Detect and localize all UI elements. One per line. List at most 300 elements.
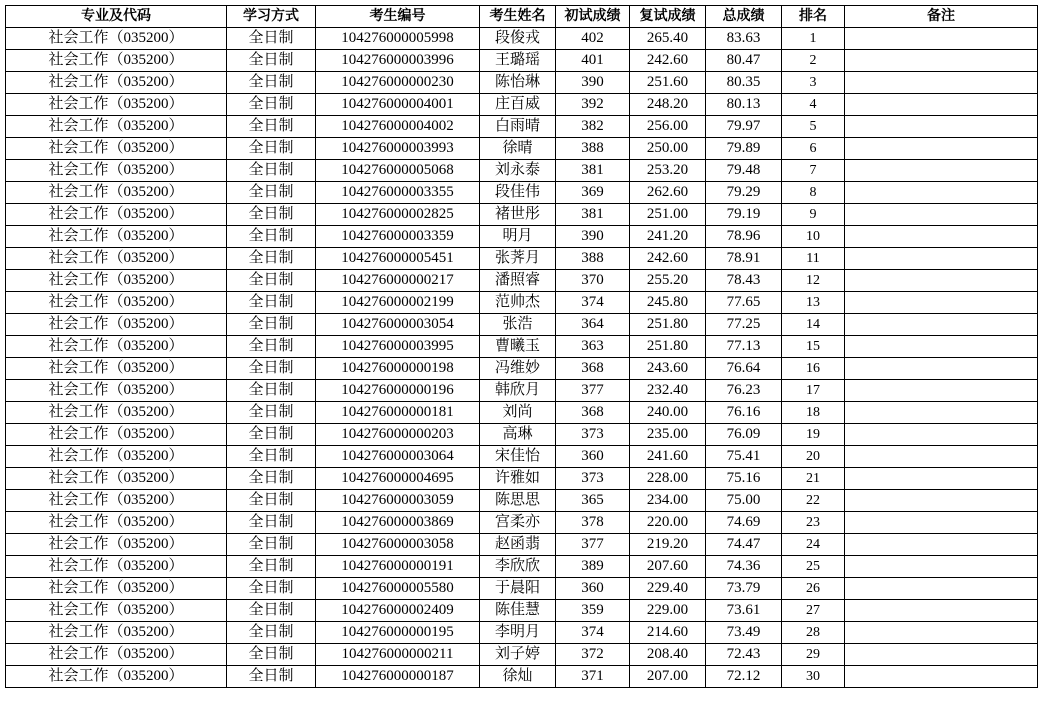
cell-candidate-id: 104276000005998	[316, 28, 480, 50]
cell-note	[845, 402, 1038, 424]
cell-rank: 26	[782, 578, 845, 600]
cell-rank: 27	[782, 600, 845, 622]
cell-major: 社会工作（035200）	[6, 666, 227, 688]
cell-major: 社会工作（035200）	[6, 226, 227, 248]
cell-note	[845, 138, 1038, 160]
cell-candidate-name: 曹曦玉	[480, 336, 556, 358]
cell-retest-score: 234.00	[630, 490, 706, 512]
cell-candidate-name: 潘照睿	[480, 270, 556, 292]
cell-rank: 13	[782, 292, 845, 314]
header-candidate-name: 考生姓名	[480, 6, 556, 28]
table-row	[6, 424, 1038, 446]
cell-major: 社会工作（035200）	[6, 182, 227, 204]
cell-note	[845, 28, 1038, 50]
cell-candidate-name: 陈怡琳	[480, 72, 556, 94]
cell-major: 社会工作（035200）	[6, 424, 227, 446]
cell-total-score: 78.91	[706, 248, 782, 270]
cell-prelim-score: 373	[556, 424, 630, 446]
cell-study-mode: 全日制	[227, 468, 316, 490]
cell-note	[845, 424, 1038, 446]
cell-major: 社会工作（035200）	[6, 336, 227, 358]
cell-total-score: 72.43	[706, 644, 782, 666]
cell-study-mode: 全日制	[227, 446, 316, 468]
cell-candidate-name: 段俊戎	[480, 28, 556, 50]
cell-rank: 1	[782, 28, 845, 50]
table-row	[6, 644, 1038, 666]
cell-note	[845, 578, 1038, 600]
cell-prelim-score: 389	[556, 556, 630, 578]
cell-prelim-score: 377	[556, 534, 630, 556]
cell-note	[845, 644, 1038, 666]
cell-total-score: 73.49	[706, 622, 782, 644]
cell-retest-score: 242.60	[630, 248, 706, 270]
cell-total-score: 76.23	[706, 380, 782, 402]
table-row	[6, 446, 1038, 468]
cell-rank: 24	[782, 534, 845, 556]
cell-major: 社会工作（035200）	[6, 644, 227, 666]
cell-prelim-score: 388	[556, 138, 630, 160]
cell-major: 社会工作（035200）	[6, 248, 227, 270]
cell-candidate-name: 高琳	[480, 424, 556, 446]
cell-total-score: 75.41	[706, 446, 782, 468]
cell-candidate-name: 范帅杰	[480, 292, 556, 314]
cell-note	[845, 270, 1038, 292]
cell-candidate-id: 104276000002409	[316, 600, 480, 622]
cell-retest-score: 243.60	[630, 358, 706, 380]
cell-major: 社会工作（035200）	[6, 160, 227, 182]
cell-study-mode: 全日制	[227, 424, 316, 446]
cell-candidate-id: 104276000004002	[316, 116, 480, 138]
cell-prelim-score: 388	[556, 248, 630, 270]
cell-candidate-id: 104276000003995	[316, 336, 480, 358]
cell-retest-score: 232.40	[630, 380, 706, 402]
cell-prelim-score: 365	[556, 490, 630, 512]
cell-total-score: 73.79	[706, 578, 782, 600]
cell-candidate-id: 104276000000230	[316, 72, 480, 94]
cell-prelim-score: 372	[556, 644, 630, 666]
cell-major: 社会工作（035200）	[6, 402, 227, 424]
cell-total-score: 79.19	[706, 204, 782, 226]
table-row	[6, 622, 1038, 644]
cell-prelim-score: 392	[556, 94, 630, 116]
cell-rank: 29	[782, 644, 845, 666]
cell-retest-score: 207.60	[630, 556, 706, 578]
cell-candidate-id: 104276000000187	[316, 666, 480, 688]
cell-note	[845, 336, 1038, 358]
cell-rank: 8	[782, 182, 845, 204]
cell-study-mode: 全日制	[227, 28, 316, 50]
cell-major: 社会工作（035200）	[6, 292, 227, 314]
results-table	[5, 5, 1038, 688]
cell-study-mode: 全日制	[227, 644, 316, 666]
cell-study-mode: 全日制	[227, 600, 316, 622]
cell-major: 社会工作（035200）	[6, 556, 227, 578]
cell-candidate-id: 104276000002199	[316, 292, 480, 314]
cell-major: 社会工作（035200）	[6, 94, 227, 116]
cell-note	[845, 248, 1038, 270]
cell-rank: 14	[782, 314, 845, 336]
cell-candidate-id: 104276000003996	[316, 50, 480, 72]
cell-rank: 18	[782, 402, 845, 424]
cell-retest-score: 250.00	[630, 138, 706, 160]
cell-candidate-id: 104276000004695	[316, 468, 480, 490]
cell-total-score: 78.96	[706, 226, 782, 248]
cell-candidate-name: 于晨阳	[480, 578, 556, 600]
cell-candidate-id: 104276000004001	[316, 94, 480, 116]
cell-rank: 22	[782, 490, 845, 512]
cell-retest-score: 240.00	[630, 402, 706, 424]
cell-candidate-id: 104276000005451	[316, 248, 480, 270]
cell-candidate-id: 104276000005068	[316, 160, 480, 182]
cell-study-mode: 全日制	[227, 204, 316, 226]
cell-rank: 23	[782, 512, 845, 534]
cell-rank: 3	[782, 72, 845, 94]
cell-candidate-name: 刘尚	[480, 402, 556, 424]
cell-candidate-name: 刘永泰	[480, 160, 556, 182]
cell-retest-score: 251.60	[630, 72, 706, 94]
cell-total-score: 76.09	[706, 424, 782, 446]
table-row	[6, 490, 1038, 512]
cell-retest-score: 229.40	[630, 578, 706, 600]
table-row	[6, 116, 1038, 138]
cell-prelim-score: 360	[556, 578, 630, 600]
cell-study-mode: 全日制	[227, 490, 316, 512]
cell-prelim-score: 401	[556, 50, 630, 72]
cell-prelim-score: 377	[556, 380, 630, 402]
cell-major: 社会工作（035200）	[6, 512, 227, 534]
header-study-mode: 学习方式	[227, 6, 316, 28]
header-row	[6, 6, 1038, 28]
cell-prelim-score: 378	[556, 512, 630, 534]
cell-major: 社会工作（035200）	[6, 138, 227, 160]
cell-candidate-id: 104276000000203	[316, 424, 480, 446]
table-row	[6, 578, 1038, 600]
cell-major: 社会工作（035200）	[6, 270, 227, 292]
cell-retest-score: 256.00	[630, 116, 706, 138]
cell-retest-score: 208.40	[630, 644, 706, 666]
cell-note	[845, 358, 1038, 380]
cell-rank: 16	[782, 358, 845, 380]
table-row	[6, 182, 1038, 204]
cell-total-score: 72.12	[706, 666, 782, 688]
cell-major: 社会工作（035200）	[6, 50, 227, 72]
cell-rank: 19	[782, 424, 845, 446]
cell-rank: 15	[782, 336, 845, 358]
cell-major: 社会工作（035200）	[6, 622, 227, 644]
cell-candidate-id: 104276000000211	[316, 644, 480, 666]
cell-note	[845, 160, 1038, 182]
cell-note	[845, 204, 1038, 226]
cell-rank: 7	[782, 160, 845, 182]
cell-study-mode: 全日制	[227, 556, 316, 578]
cell-total-score: 74.69	[706, 512, 782, 534]
table-row	[6, 248, 1038, 270]
table-row	[6, 94, 1038, 116]
header-rank: 排名	[782, 6, 845, 28]
cell-study-mode: 全日制	[227, 380, 316, 402]
cell-total-score: 76.16	[706, 402, 782, 424]
cell-candidate-name: 韩欣月	[480, 380, 556, 402]
cell-prelim-score: 381	[556, 160, 630, 182]
cell-study-mode: 全日制	[227, 50, 316, 72]
cell-candidate-id: 104276000005580	[316, 578, 480, 600]
table-row	[6, 270, 1038, 292]
cell-prelim-score: 390	[556, 72, 630, 94]
cell-major: 社会工作（035200）	[6, 600, 227, 622]
cell-major: 社会工作（035200）	[6, 314, 227, 336]
table-row	[6, 534, 1038, 556]
cell-note	[845, 622, 1038, 644]
cell-candidate-id: 104276000003359	[316, 226, 480, 248]
cell-rank: 9	[782, 204, 845, 226]
cell-note	[845, 534, 1038, 556]
cell-major: 社会工作（035200）	[6, 358, 227, 380]
cell-total-score: 74.47	[706, 534, 782, 556]
cell-note	[845, 72, 1038, 94]
cell-rank: 17	[782, 380, 845, 402]
cell-major: 社会工作（035200）	[6, 380, 227, 402]
cell-candidate-name: 庄百威	[480, 94, 556, 116]
cell-major: 社会工作（035200）	[6, 204, 227, 226]
cell-major: 社会工作（035200）	[6, 578, 227, 600]
cell-major: 社会工作（035200）	[6, 116, 227, 138]
cell-study-mode: 全日制	[227, 270, 316, 292]
cell-rank: 11	[782, 248, 845, 270]
header-retest-score: 复试成绩	[630, 6, 706, 28]
cell-candidate-name: 张浩	[480, 314, 556, 336]
cell-note	[845, 380, 1038, 402]
cell-candidate-name: 明月	[480, 226, 556, 248]
cell-total-score: 74.36	[706, 556, 782, 578]
cell-candidate-id: 104276000000195	[316, 622, 480, 644]
table-row	[6, 468, 1038, 490]
cell-candidate-name: 褚世彤	[480, 204, 556, 226]
cell-rank: 28	[782, 622, 845, 644]
cell-retest-score: 228.00	[630, 468, 706, 490]
header-major: 专业及代码	[6, 6, 227, 28]
cell-candidate-id: 104276000000217	[316, 270, 480, 292]
cell-note	[845, 50, 1038, 72]
table-row	[6, 292, 1038, 314]
cell-rank: 25	[782, 556, 845, 578]
cell-total-score: 80.47	[706, 50, 782, 72]
cell-total-score: 78.43	[706, 270, 782, 292]
cell-retest-score: 265.40	[630, 28, 706, 50]
cell-retest-score: 241.20	[630, 226, 706, 248]
cell-retest-score: 255.20	[630, 270, 706, 292]
cell-rank: 4	[782, 94, 845, 116]
header-total-score: 总成绩	[706, 6, 782, 28]
table-body	[6, 28, 1038, 688]
cell-retest-score: 262.60	[630, 182, 706, 204]
cell-major: 社会工作（035200）	[6, 28, 227, 50]
cell-study-mode: 全日制	[227, 512, 316, 534]
cell-total-score: 79.48	[706, 160, 782, 182]
cell-total-score: 80.13	[706, 94, 782, 116]
cell-major: 社会工作（035200）	[6, 468, 227, 490]
cell-note	[845, 116, 1038, 138]
cell-study-mode: 全日制	[227, 402, 316, 424]
cell-prelim-score: 360	[556, 446, 630, 468]
cell-rank: 10	[782, 226, 845, 248]
cell-candidate-name: 赵函翡	[480, 534, 556, 556]
cell-candidate-id: 104276000003993	[316, 138, 480, 160]
table-row	[6, 512, 1038, 534]
cell-note	[845, 512, 1038, 534]
header-prelim-score: 初试成绩	[556, 6, 630, 28]
cell-candidate-name: 宋佳怡	[480, 446, 556, 468]
table-row	[6, 204, 1038, 226]
cell-study-mode: 全日制	[227, 94, 316, 116]
table-row	[6, 358, 1038, 380]
cell-note	[845, 94, 1038, 116]
cell-study-mode: 全日制	[227, 666, 316, 688]
table-row	[6, 600, 1038, 622]
cell-retest-score: 253.20	[630, 160, 706, 182]
cell-candidate-name: 宫柔亦	[480, 512, 556, 534]
table-row	[6, 380, 1038, 402]
cell-retest-score: 220.00	[630, 512, 706, 534]
cell-study-mode: 全日制	[227, 336, 316, 358]
cell-retest-score: 245.80	[630, 292, 706, 314]
cell-retest-score: 235.00	[630, 424, 706, 446]
header-note: 备注	[845, 6, 1038, 28]
cell-candidate-name: 李明月	[480, 622, 556, 644]
cell-candidate-id: 104276000003064	[316, 446, 480, 468]
cell-total-score: 80.35	[706, 72, 782, 94]
cell-rank: 21	[782, 468, 845, 490]
cell-retest-score: 229.00	[630, 600, 706, 622]
cell-total-score: 79.29	[706, 182, 782, 204]
cell-retest-score: 207.00	[630, 666, 706, 688]
cell-rank: 6	[782, 138, 845, 160]
cell-candidate-name: 白雨晴	[480, 116, 556, 138]
cell-study-mode: 全日制	[227, 116, 316, 138]
cell-prelim-score: 363	[556, 336, 630, 358]
cell-retest-score: 219.20	[630, 534, 706, 556]
cell-note	[845, 600, 1038, 622]
table-row	[6, 28, 1038, 50]
cell-prelim-score: 390	[556, 226, 630, 248]
cell-retest-score: 241.60	[630, 446, 706, 468]
cell-candidate-name: 徐晴	[480, 138, 556, 160]
cell-total-score: 77.65	[706, 292, 782, 314]
cell-retest-score: 251.80	[630, 336, 706, 358]
cell-study-mode: 全日制	[227, 226, 316, 248]
table-row	[6, 226, 1038, 248]
cell-candidate-name: 李欣欣	[480, 556, 556, 578]
cell-prelim-score: 368	[556, 402, 630, 424]
cell-candidate-id: 104276000003355	[316, 182, 480, 204]
cell-prelim-score: 364	[556, 314, 630, 336]
cell-major: 社会工作（035200）	[6, 446, 227, 468]
header-candidate-id: 考生编号	[316, 6, 480, 28]
cell-retest-score: 251.80	[630, 314, 706, 336]
cell-total-score: 76.64	[706, 358, 782, 380]
cell-note	[845, 182, 1038, 204]
cell-note	[845, 490, 1038, 512]
cell-candidate-id: 104276000003058	[316, 534, 480, 556]
cell-study-mode: 全日制	[227, 358, 316, 380]
table-row	[6, 336, 1038, 358]
cell-note	[845, 292, 1038, 314]
cell-rank: 12	[782, 270, 845, 292]
cell-candidate-id: 104276000000191	[316, 556, 480, 578]
cell-major: 社会工作（035200）	[6, 72, 227, 94]
cell-candidate-id: 104276000003054	[316, 314, 480, 336]
cell-total-score: 77.25	[706, 314, 782, 336]
cell-study-mode: 全日制	[227, 292, 316, 314]
cell-total-score: 75.00	[706, 490, 782, 512]
cell-study-mode: 全日制	[227, 182, 316, 204]
cell-candidate-name: 冯维妙	[480, 358, 556, 380]
cell-prelim-score: 371	[556, 666, 630, 688]
cell-total-score: 79.89	[706, 138, 782, 160]
cell-study-mode: 全日制	[227, 622, 316, 644]
cell-note	[845, 468, 1038, 490]
cell-retest-score: 248.20	[630, 94, 706, 116]
cell-prelim-score: 374	[556, 292, 630, 314]
table-row	[6, 314, 1038, 336]
cell-prelim-score: 368	[556, 358, 630, 380]
cell-candidate-id: 104276000000198	[316, 358, 480, 380]
cell-prelim-score: 370	[556, 270, 630, 292]
cell-total-score: 83.63	[706, 28, 782, 50]
cell-total-score: 77.13	[706, 336, 782, 358]
cell-prelim-score: 373	[556, 468, 630, 490]
cell-note	[845, 314, 1038, 336]
cell-candidate-name: 段佳伟	[480, 182, 556, 204]
cell-total-score: 73.61	[706, 600, 782, 622]
table-row	[6, 72, 1038, 94]
cell-candidate-id: 104276000000181	[316, 402, 480, 424]
cell-candidate-id: 104276000003059	[316, 490, 480, 512]
table-row	[6, 666, 1038, 688]
cell-rank: 20	[782, 446, 845, 468]
cell-rank: 2	[782, 50, 845, 72]
table-row	[6, 402, 1038, 424]
cell-major: 社会工作（035200）	[6, 490, 227, 512]
cell-total-score: 79.97	[706, 116, 782, 138]
cell-study-mode: 全日制	[227, 314, 316, 336]
cell-candidate-id: 104276000000196	[316, 380, 480, 402]
cell-prelim-score: 381	[556, 204, 630, 226]
cell-note	[845, 556, 1038, 578]
cell-candidate-name: 陈思思	[480, 490, 556, 512]
cell-study-mode: 全日制	[227, 578, 316, 600]
cell-study-mode: 全日制	[227, 248, 316, 270]
cell-retest-score: 242.60	[630, 50, 706, 72]
cell-prelim-score: 359	[556, 600, 630, 622]
cell-rank: 5	[782, 116, 845, 138]
cell-candidate-name: 王璐瑶	[480, 50, 556, 72]
cell-note	[845, 446, 1038, 468]
cell-candidate-name: 张荠月	[480, 248, 556, 270]
cell-candidate-name: 刘子婷	[480, 644, 556, 666]
cell-note	[845, 226, 1038, 248]
cell-candidate-name: 许雅如	[480, 468, 556, 490]
cell-retest-score: 251.00	[630, 204, 706, 226]
cell-prelim-score: 374	[556, 622, 630, 644]
table-row	[6, 138, 1038, 160]
cell-total-score: 75.16	[706, 468, 782, 490]
cell-prelim-score: 369	[556, 182, 630, 204]
cell-study-mode: 全日制	[227, 72, 316, 94]
cell-candidate-name: 徐灿	[480, 666, 556, 688]
cell-rank: 30	[782, 666, 845, 688]
table-row	[6, 160, 1038, 182]
cell-prelim-score: 382	[556, 116, 630, 138]
